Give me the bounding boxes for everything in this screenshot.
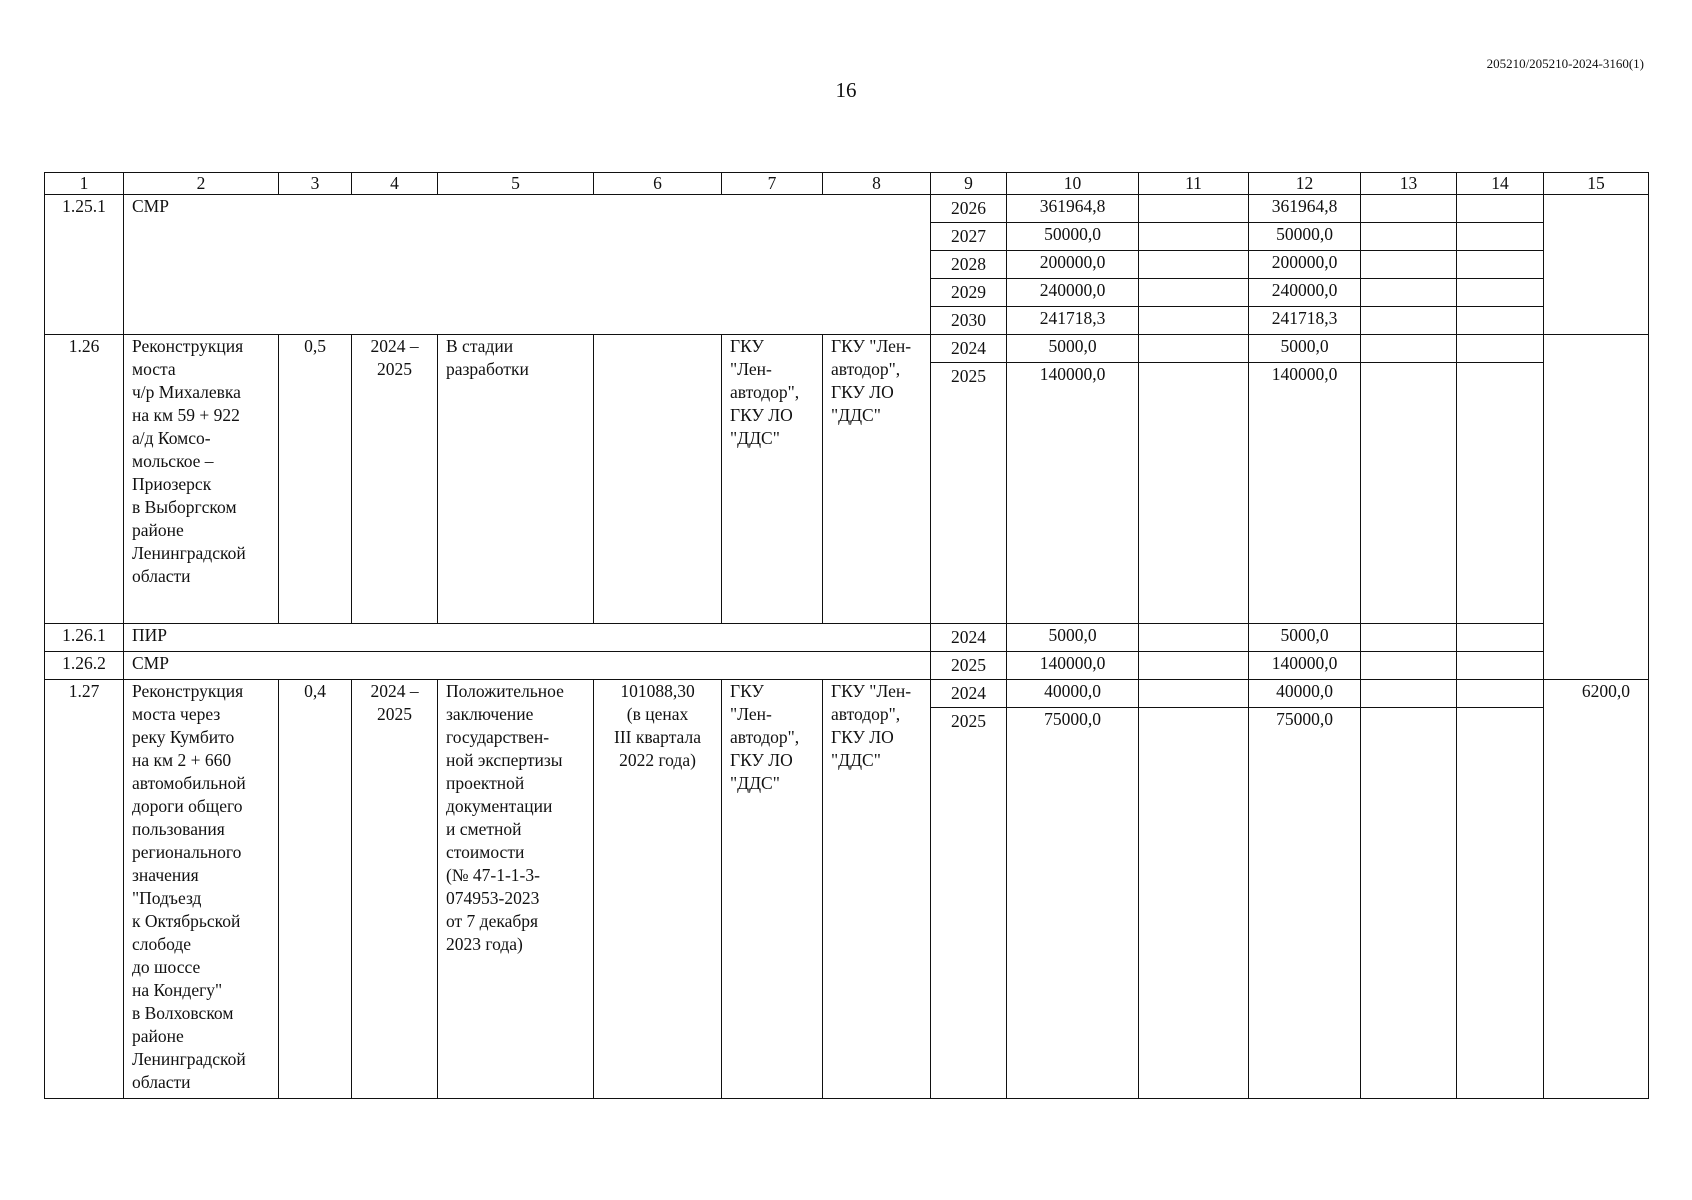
item-name: Реконструкция моста через реку Кумбито на км 2 + 660 автомобильной дороги общего пользования регионального значения "Подъезд к Октябрьской слободе до шоссе на Кондегу" в Волховском районе Ленинградской области bbox=[124, 680, 279, 1099]
column-number: 15 bbox=[1544, 173, 1649, 195]
amount-col12: 5000,0 bbox=[1249, 335, 1361, 363]
amount-col10: 50000,0 bbox=[1007, 223, 1139, 251]
empty-cell bbox=[1139, 624, 1249, 652]
empty-cell bbox=[1139, 363, 1249, 624]
amount-col12: 5000,0 bbox=[1249, 624, 1361, 652]
year-cell: 2024 bbox=[931, 335, 1007, 363]
length-cell: 0,4 bbox=[279, 680, 352, 1099]
empty-cell bbox=[1139, 251, 1249, 279]
year-cell: 2025 bbox=[931, 363, 1007, 624]
empty-cell bbox=[1544, 195, 1649, 335]
empty-cell bbox=[1457, 279, 1544, 307]
column-number: 7 bbox=[722, 173, 823, 195]
column-number: 6 bbox=[594, 173, 722, 195]
empty-cell bbox=[1139, 195, 1249, 223]
year-cell: 2027 bbox=[931, 223, 1007, 251]
year-cell: 2024 bbox=[931, 680, 1007, 708]
empty-cell bbox=[1361, 363, 1457, 624]
amount-col10: 75000,0 bbox=[1007, 708, 1139, 1099]
amount-col10: 200000,0 bbox=[1007, 251, 1139, 279]
empty-cell bbox=[1139, 652, 1249, 680]
year-cell: 2025 bbox=[931, 652, 1007, 680]
year-cell: 2029 bbox=[931, 279, 1007, 307]
customer-cell: ГКУ "Лен- автодор", ГКУ ЛО "ДДС" bbox=[722, 680, 823, 1099]
amount-col10: 241718,3 bbox=[1007, 307, 1139, 335]
empty-cell bbox=[1361, 680, 1457, 708]
empty-cell bbox=[1139, 335, 1249, 363]
year-cell: 2025 bbox=[931, 708, 1007, 1099]
period-cell: 2024 – 2025 bbox=[352, 680, 438, 1099]
status-cell: В стадии разработки bbox=[438, 335, 594, 624]
amount-col12: 200000,0 bbox=[1249, 251, 1361, 279]
empty-cell bbox=[1139, 680, 1249, 708]
amount-col10: 40000,0 bbox=[1007, 680, 1139, 708]
year-cell: 2030 bbox=[931, 307, 1007, 335]
length-cell: 0,5 bbox=[279, 335, 352, 624]
empty-cell bbox=[1457, 708, 1544, 1099]
empty-cell bbox=[1457, 223, 1544, 251]
row-number: 1.26.1 bbox=[45, 624, 124, 652]
item-name: Реконструкция моста ч/р Михалевка на км 59 + 922 а/д Комсо- мольское – Приозерск в Выборгском районе Ленинградской области bbox=[124, 335, 279, 624]
amount-col12: 140000,0 bbox=[1249, 652, 1361, 680]
empty-cell bbox=[1139, 708, 1249, 1099]
column-number: 12 bbox=[1249, 173, 1361, 195]
amount-col12: 240000,0 bbox=[1249, 279, 1361, 307]
table-row bbox=[45, 680, 1649, 708]
amount-col15: 6200,0 bbox=[1544, 680, 1649, 1099]
page-number: 16 bbox=[835, 78, 857, 102]
empty-cell bbox=[1361, 223, 1457, 251]
row-number: 1.26.2 bbox=[45, 652, 124, 680]
column-number: 4 bbox=[352, 173, 438, 195]
amount-col10: 140000,0 bbox=[1007, 363, 1139, 624]
empty-cell bbox=[1361, 335, 1457, 363]
empty-cell bbox=[1457, 335, 1544, 363]
empty-cell bbox=[1361, 195, 1457, 223]
empty-cell bbox=[1457, 195, 1544, 223]
year-cell: 2026 bbox=[931, 195, 1007, 223]
empty-cell bbox=[1457, 363, 1544, 624]
executor-cell: ГКУ "Лен- автодор", ГКУ ЛО "ДДС" bbox=[823, 680, 931, 1099]
column-number: 10 bbox=[1007, 173, 1139, 195]
cost-cell: 101088,30 (в ценах III квартала 2022 года) bbox=[594, 680, 722, 1099]
column-number: 1 bbox=[45, 173, 124, 195]
year-cell: 2028 bbox=[931, 251, 1007, 279]
row-number: 1.25.1 bbox=[45, 195, 124, 335]
column-number: 8 bbox=[823, 173, 931, 195]
empty-cell bbox=[1361, 279, 1457, 307]
amount-col10: 361964,8 bbox=[1007, 195, 1139, 223]
table-row bbox=[45, 652, 1649, 680]
amount-col10: 240000,0 bbox=[1007, 279, 1139, 307]
empty-cell bbox=[1361, 708, 1457, 1099]
empty-cell bbox=[1457, 680, 1544, 708]
empty-cell bbox=[1139, 223, 1249, 251]
column-number: 3 bbox=[279, 173, 352, 195]
column-number-row bbox=[45, 173, 1649, 195]
empty-cell bbox=[1139, 279, 1249, 307]
amount-col12: 361964,8 bbox=[1249, 195, 1361, 223]
empty-cell bbox=[1361, 251, 1457, 279]
amount-col10: 5000,0 bbox=[1007, 335, 1139, 363]
empty-cell bbox=[1457, 251, 1544, 279]
empty-cell bbox=[1139, 307, 1249, 335]
column-number: 5 bbox=[438, 173, 594, 195]
item-name: ПИР bbox=[124, 624, 931, 652]
column-number: 2 bbox=[124, 173, 279, 195]
amount-col10: 5000,0 bbox=[1007, 624, 1139, 652]
period-cell: 2024 – 2025 bbox=[352, 335, 438, 624]
empty-cell bbox=[1544, 335, 1649, 680]
customer-cell: ГКУ "Лен- автодор", ГКУ ЛО "ДДС" bbox=[722, 335, 823, 624]
year-cell: 2024 bbox=[931, 624, 1007, 652]
row-number: 1.27 bbox=[45, 680, 124, 1099]
empty-cell bbox=[1457, 624, 1544, 652]
empty-cell bbox=[1361, 652, 1457, 680]
column-number: 11 bbox=[1139, 173, 1249, 195]
table-row bbox=[45, 624, 1649, 652]
item-name: СМР bbox=[124, 195, 931, 335]
empty-cell bbox=[1361, 307, 1457, 335]
amount-col12: 140000,0 bbox=[1249, 363, 1361, 624]
cost-cell bbox=[594, 335, 722, 624]
column-number: 9 bbox=[931, 173, 1007, 195]
table-row bbox=[45, 335, 1649, 363]
amount-col12: 75000,0 bbox=[1249, 708, 1361, 1099]
amount-col12: 241718,3 bbox=[1249, 307, 1361, 335]
empty-cell bbox=[1361, 624, 1457, 652]
status-cell: Положительное заключение государствен- ной экспертизы проектной документации и сметной стоимости (№ 47-1-1-3- 074953-2023 от 7 декабря 2023 года) bbox=[438, 680, 594, 1099]
executor-cell: ГКУ "Лен- автодор", ГКУ ЛО "ДДС" bbox=[823, 335, 931, 624]
program-table bbox=[44, 172, 1649, 1099]
amount-col12: 40000,0 bbox=[1249, 680, 1361, 708]
empty-cell bbox=[1457, 307, 1544, 335]
amount-col12: 50000,0 bbox=[1249, 223, 1361, 251]
table-row bbox=[45, 195, 1649, 223]
empty-cell bbox=[1457, 652, 1544, 680]
amount-col10: 140000,0 bbox=[1007, 652, 1139, 680]
item-name: СМР bbox=[124, 652, 931, 680]
column-number: 13 bbox=[1361, 173, 1457, 195]
column-number: 14 bbox=[1457, 173, 1544, 195]
row-number: 1.26 bbox=[45, 335, 124, 624]
document-id: 205210/205210-2024-3160(1) bbox=[1486, 56, 1644, 71]
